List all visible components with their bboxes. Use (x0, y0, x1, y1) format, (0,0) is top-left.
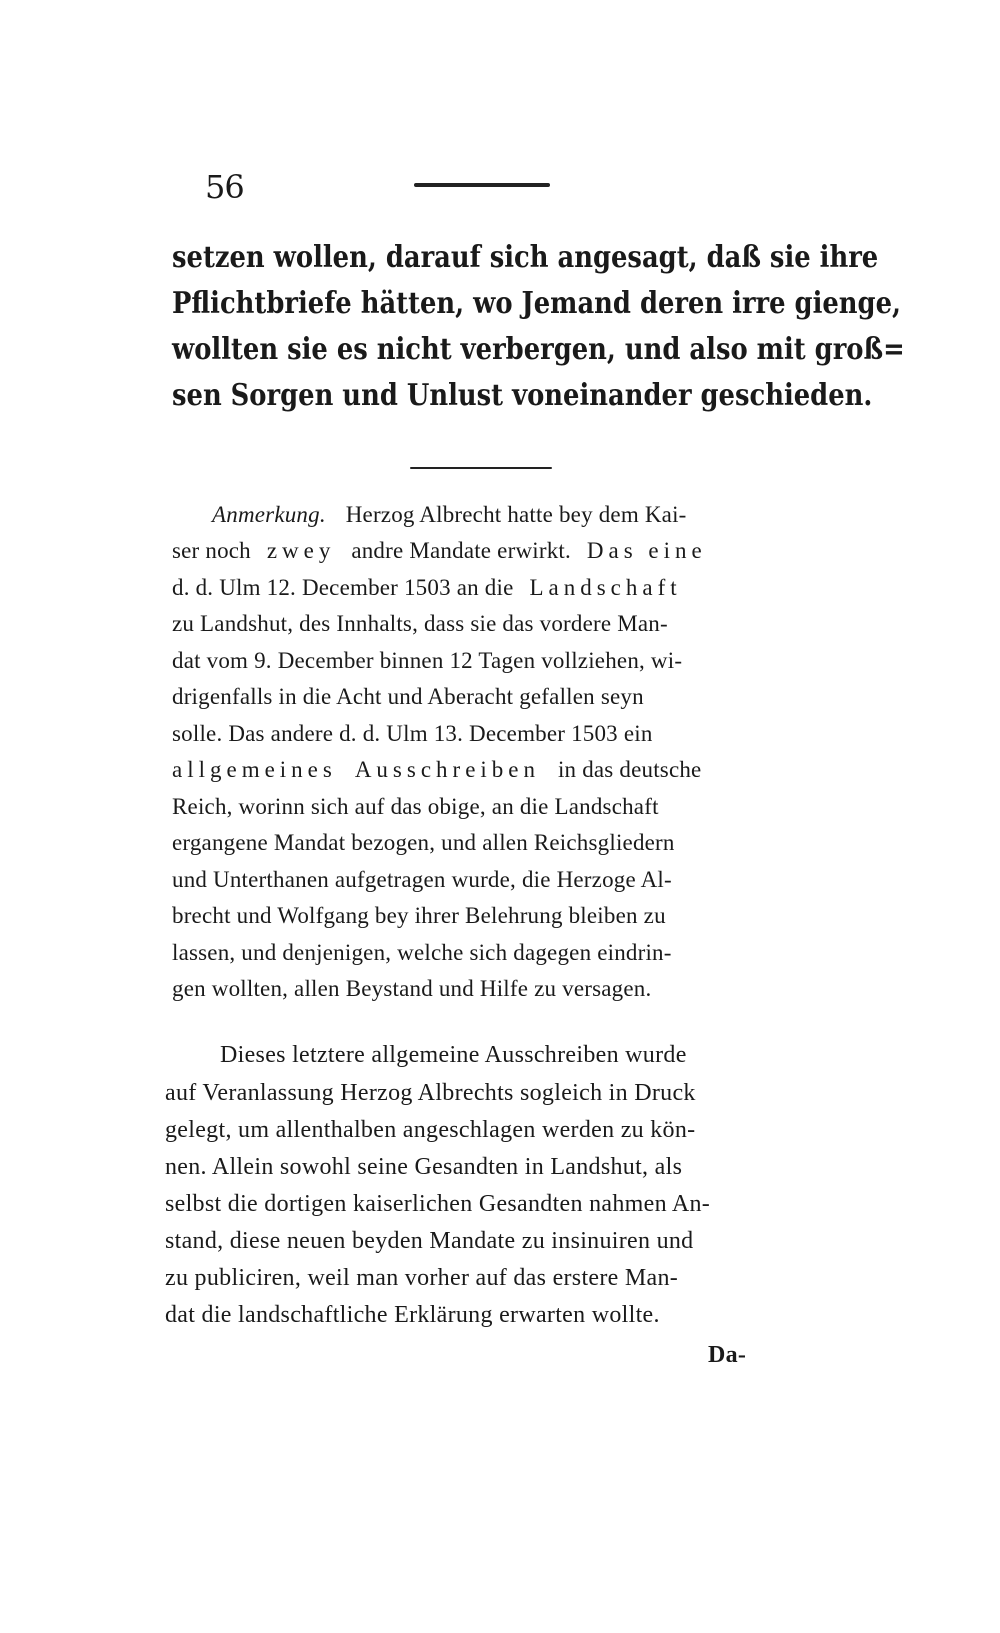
note-line: und Unterthanen aufgetragen wurde, die Herzoge Al- (172, 867, 672, 892)
paragraph-line: stand, diese neuen beyden Mandate zu insinuiren und (165, 1228, 694, 1254)
section-divider (410, 467, 552, 469)
fraktur-line: wollten sie es nicht verbergen, und also mit groß= (172, 332, 905, 367)
note-spaced-text: Das eine (586, 538, 707, 563)
note-text: d. d. Ulm 12. December 1503 an die (172, 575, 514, 600)
note-line (212, 502, 687, 528)
note-text: Herzog Albrecht hatte bey dem Kai- (345, 502, 687, 527)
note-label: Anmerkung. (212, 502, 326, 527)
catchword: Da- (708, 1342, 747, 1368)
fraktur-line: sen Sorgen und Unlust voneinander geschieden. (172, 378, 873, 413)
note-text: andre Mandate erwirkt. (351, 538, 571, 563)
note-line (172, 757, 701, 783)
note-line: brecht und Wolfgang bey ihrer Belehrung bleiben zu (172, 903, 666, 928)
note-line (172, 575, 682, 601)
note-line: Reich, worinn sich auf das obige, an die Landschaft (172, 794, 659, 819)
paragraph-line: nen. Allein sowohl seine Gesandten in Landshut, als (165, 1154, 683, 1180)
note-line: zu Landshut, des Innhalts, dass sie das vordere Man- (172, 611, 668, 636)
paragraph-line: Dieses letztere allgemeine Ausschreiben wurde (220, 1042, 687, 1068)
note-text: in das deutsche (557, 757, 702, 782)
header-rule (414, 183, 550, 187)
paragraph-line: selbst die dortigen kaiserlichen Gesandten nahmen An- (165, 1191, 711, 1217)
note-spaced-text: allgemeines (172, 757, 337, 782)
fraktur-line: setzen wollen, darauf sich angesagt, daß sie ihre (172, 240, 879, 275)
note-line (172, 538, 707, 564)
note-spaced-text: Ausschreiben (354, 757, 540, 782)
paragraph-line: dat die landschaftliche Erklärung erwarten wollte. (165, 1302, 660, 1328)
note-text: ser noch (172, 538, 251, 563)
paragraph-line: auf Veranlassung Herzog Albrechts sogleich in Druck (165, 1080, 696, 1106)
paragraph-line: zu publiciren, weil man vorher auf das erstere Man- (165, 1265, 679, 1291)
note-line: solle. Das andere d. d. Ulm 13. December 1503 ein (172, 721, 653, 746)
note-line: gen wollten, allen Beystand und Hilfe zu versagen. (172, 976, 652, 1001)
note-line: lassen, und denjenigen, welche sich dagegen eindrin- (172, 940, 672, 965)
note-spaced-text: Landschaft (529, 575, 682, 600)
page-number: 56 (205, 168, 244, 206)
note-line: dat vom 9. December binnen 12 Tagen vollziehen, wi- (172, 648, 683, 673)
note-line: ergangene Mandat bezogen, und allen Reichsgliedern (172, 830, 675, 855)
paragraph-line: gelegt, um allenthalben angeschlagen werden zu kön- (165, 1117, 696, 1143)
note-spaced-text: zwey (266, 538, 336, 563)
fraktur-line: Pflichtbriefe hätten, wo Jemand deren irre gienge, (172, 286, 901, 321)
note-line: drigenfalls in die Acht und Aberacht gefallen seyn (172, 684, 644, 709)
